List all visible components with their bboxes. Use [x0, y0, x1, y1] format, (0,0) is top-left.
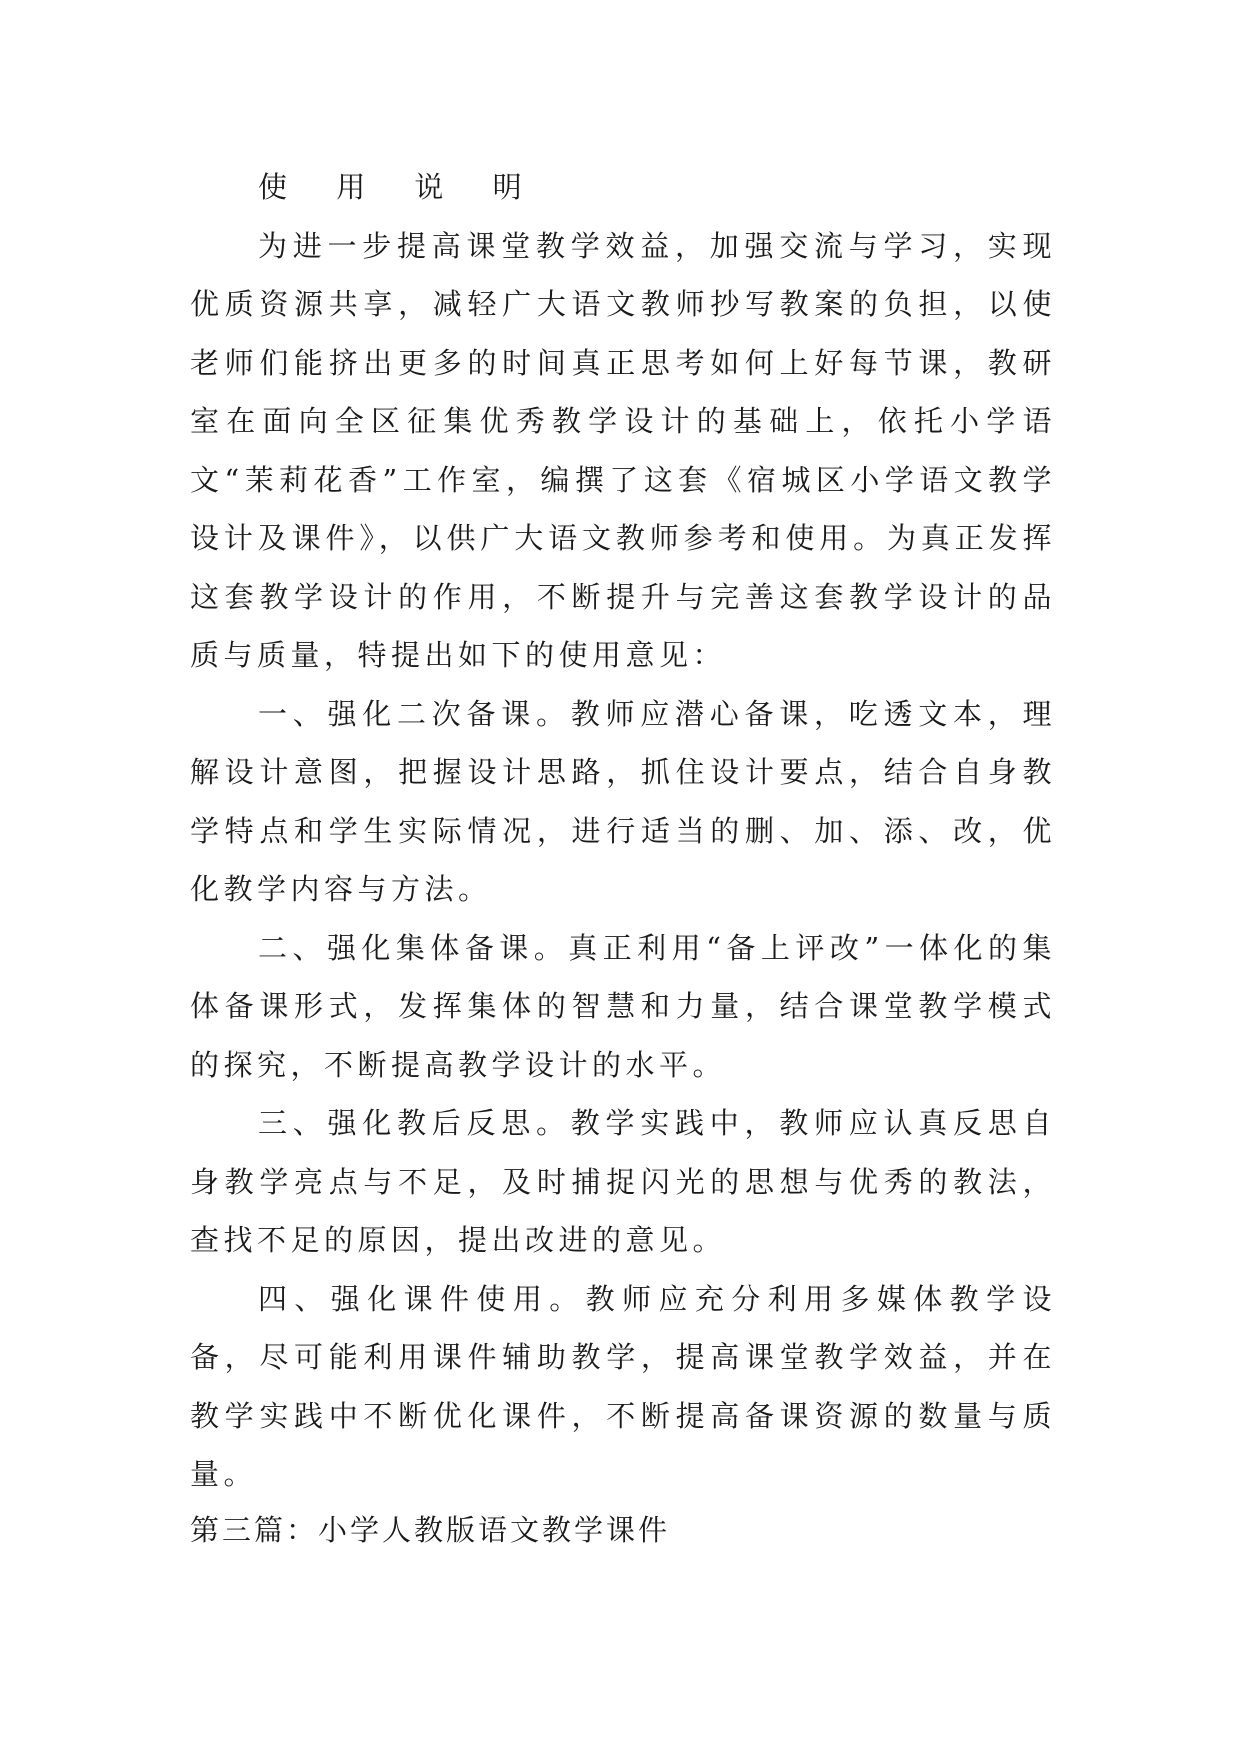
- document-title: 使 用 说 明: [258, 170, 542, 204]
- guideline-item-2: 二、强化集体备课。真正利用“备上评改”一体化的集体备课形式，发挥集体的智慧和力量，结合课堂教学模式的探究，不断提高教学设计的水平。: [190, 930, 1056, 1082]
- document-body: [190, 158, 1056, 1504]
- guideline-item-3: 三、强化教后反思。教学实践中，教师应认真反思自身教学亮点与不足，及时捕捉闪光的思想与优秀的教法，查找不足的原因，提出改进的意见。: [190, 1106, 1056, 1257]
- next-section-heading: 第三篇：小学人教版语文教学课件: [190, 1513, 671, 1547]
- intro-paragraph: 为进一步提高课堂教学效益，加强交流与学习，实现优质资源共享，减轻广大语文教师抄写教案的负担，以使老师们能挤出更多的时间真正思考如何上好每节课，教研室在面向全区征集优秀教学设计的基础上，依托小学语文“茉莉花香”工作室，编撰了这套《宿城区小学语文教学设计及课件》，以供广大语文教师参考和使用。为真正发挥这套教学设计的作用，不断提升与完善这套教学设计的品质与质量，特提出如下的使用意见：: [190, 228, 1056, 672]
- guideline-item-4: 四、强化课件使用。教师应充分利用多媒体教学设备，尽可能利用课件辅助教学，提高课堂教学效益，并在教学实践中不断优化课件，不断提高备课资源的数量与质量。: [190, 1281, 1056, 1491]
- guideline-item-1: 一、强化二次备课。教师应潜心备课，吃透文本，理解设计意图，把握设计思路，抓住设计要点，结合自身教学特点和学生实际情况，进行适当的删、加、添、改，优化教学内容与方法。: [190, 696, 1056, 906]
